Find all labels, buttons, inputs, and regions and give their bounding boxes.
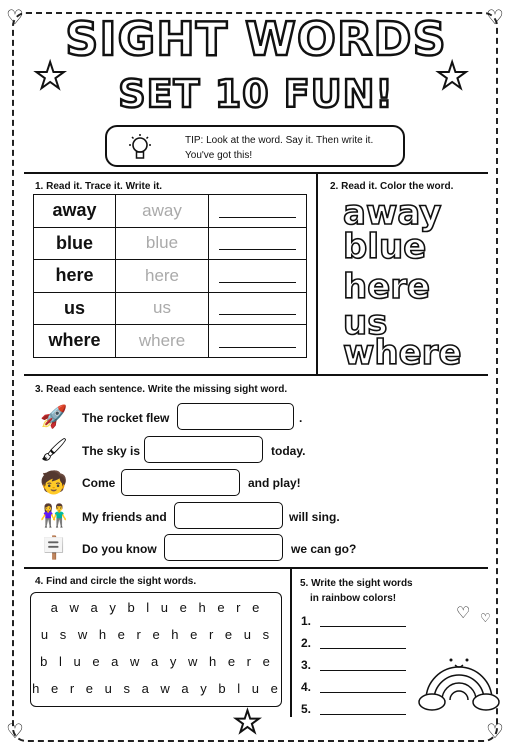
star-icon: ★	[234, 706, 261, 739]
heart-icon: ♡	[6, 721, 24, 743]
heart-icon: ♡	[486, 7, 504, 29]
word-search-box	[30, 592, 282, 707]
heart-icon: ♡	[456, 605, 471, 622]
write-cell[interactable]	[209, 260, 307, 293]
heart-icon: ♡	[486, 721, 504, 743]
word-search-row[interactable]: b l u e a w a y w h e r e	[40, 654, 274, 669]
word-cell: away	[34, 195, 116, 228]
page-title: SIGHT WORDS	[65, 12, 447, 66]
section5-heading-line2: in rainbow colors!	[310, 593, 397, 604]
heart-icon: ♡	[480, 611, 491, 625]
write-line[interactable]	[320, 692, 406, 693]
rainbow-icon	[418, 640, 500, 712]
word-cell: blue	[34, 227, 116, 260]
word-cell: where	[34, 325, 116, 358]
color-word[interactable]: away	[343, 193, 442, 233]
divider	[24, 172, 488, 174]
sentence-start: Come	[82, 476, 116, 490]
list-number: 1.	[301, 614, 312, 628]
write-cell[interactable]	[209, 292, 307, 325]
lightbulb-icon	[125, 133, 155, 163]
write-cell[interactable]	[209, 227, 307, 260]
kid-icon: 🧒	[40, 470, 68, 495]
color-word[interactable]: blue	[343, 227, 427, 267]
word-search-row[interactable]: h e r e u s a w a y b l u e	[32, 681, 282, 696]
write-line[interactable]	[320, 648, 406, 649]
word-cell: here	[34, 260, 116, 293]
divider	[290, 567, 292, 717]
answer-blank[interactable]	[177, 403, 294, 430]
trace-table	[33, 194, 307, 358]
table-row	[34, 325, 307, 358]
tip-box	[105, 125, 405, 167]
table-row	[34, 260, 307, 293]
table-row	[34, 195, 307, 228]
list-number: 2.	[301, 636, 312, 650]
answer-blank[interactable]	[174, 502, 283, 529]
write-line[interactable]	[320, 714, 406, 715]
sentence-start: The rocket flew	[82, 411, 170, 425]
signpost-icon: 🪧	[40, 535, 68, 560]
section2-heading: 2. Read it. Color the word.	[330, 181, 454, 192]
trace-cell: away	[116, 195, 209, 228]
section5-heading: 5. Write the sight words	[300, 578, 413, 589]
heart-icon: ♡	[6, 7, 24, 29]
answer-blank[interactable]	[144, 436, 263, 463]
word-cell: us	[34, 292, 116, 325]
word-search-row[interactable]: a w a y b l u e h e r e	[50, 600, 264, 615]
answer-blank[interactable]	[121, 469, 240, 496]
list-number: 5.	[301, 702, 312, 716]
star-icon: ★	[436, 55, 469, 96]
section1-heading: 1. Read it. Trace it. Write it.	[35, 181, 163, 192]
paintbrush-icon: 🖌	[40, 437, 68, 462]
table-row	[34, 292, 307, 325]
trace-cell: us	[116, 292, 209, 325]
divider	[24, 374, 488, 376]
sentence-end: .	[299, 411, 303, 425]
friends-icon: 👫	[40, 503, 68, 528]
table-row	[34, 227, 307, 260]
sentence-end: today.	[271, 444, 306, 458]
trace-cell: blue	[116, 227, 209, 260]
divider	[24, 567, 488, 569]
trace-cell: where	[116, 325, 209, 358]
section4-heading: 4. Find and circle the sight words.	[35, 576, 197, 587]
divider	[316, 172, 318, 374]
sentence-end: will sing.	[289, 510, 340, 524]
rocket-icon: 🚀	[40, 404, 68, 429]
star-icon: ★	[34, 55, 67, 96]
sentence-end: and play!	[248, 476, 301, 490]
page-subtitle: SET 10 FUN!	[118, 72, 394, 116]
list-number: 3.	[301, 658, 312, 672]
sentence-start: My friends and	[82, 510, 167, 524]
write-cell[interactable]	[209, 325, 307, 358]
tip-text: TIP: Look at the word. Say it. Then write it. You've got this!	[185, 135, 374, 161]
answer-blank[interactable]	[164, 534, 283, 561]
color-word[interactable]: where	[343, 333, 462, 373]
sentence-start: The sky is	[82, 444, 141, 458]
write-line[interactable]	[320, 626, 406, 627]
section3-heading: 3. Read each sentence. Write the missing sight word.	[35, 384, 288, 395]
color-word[interactable]: here	[343, 267, 431, 307]
write-cell[interactable]	[209, 195, 307, 228]
trace-cell: here	[116, 260, 209, 293]
list-number: 4.	[301, 680, 312, 694]
write-line[interactable]	[320, 670, 406, 671]
sentence-start: Do you know	[82, 542, 157, 556]
sentence-end: we can go?	[291, 542, 357, 556]
word-search-row[interactable]: u s w h e r e h e r e u s	[40, 627, 274, 642]
color-word[interactable]: us	[343, 303, 388, 343]
